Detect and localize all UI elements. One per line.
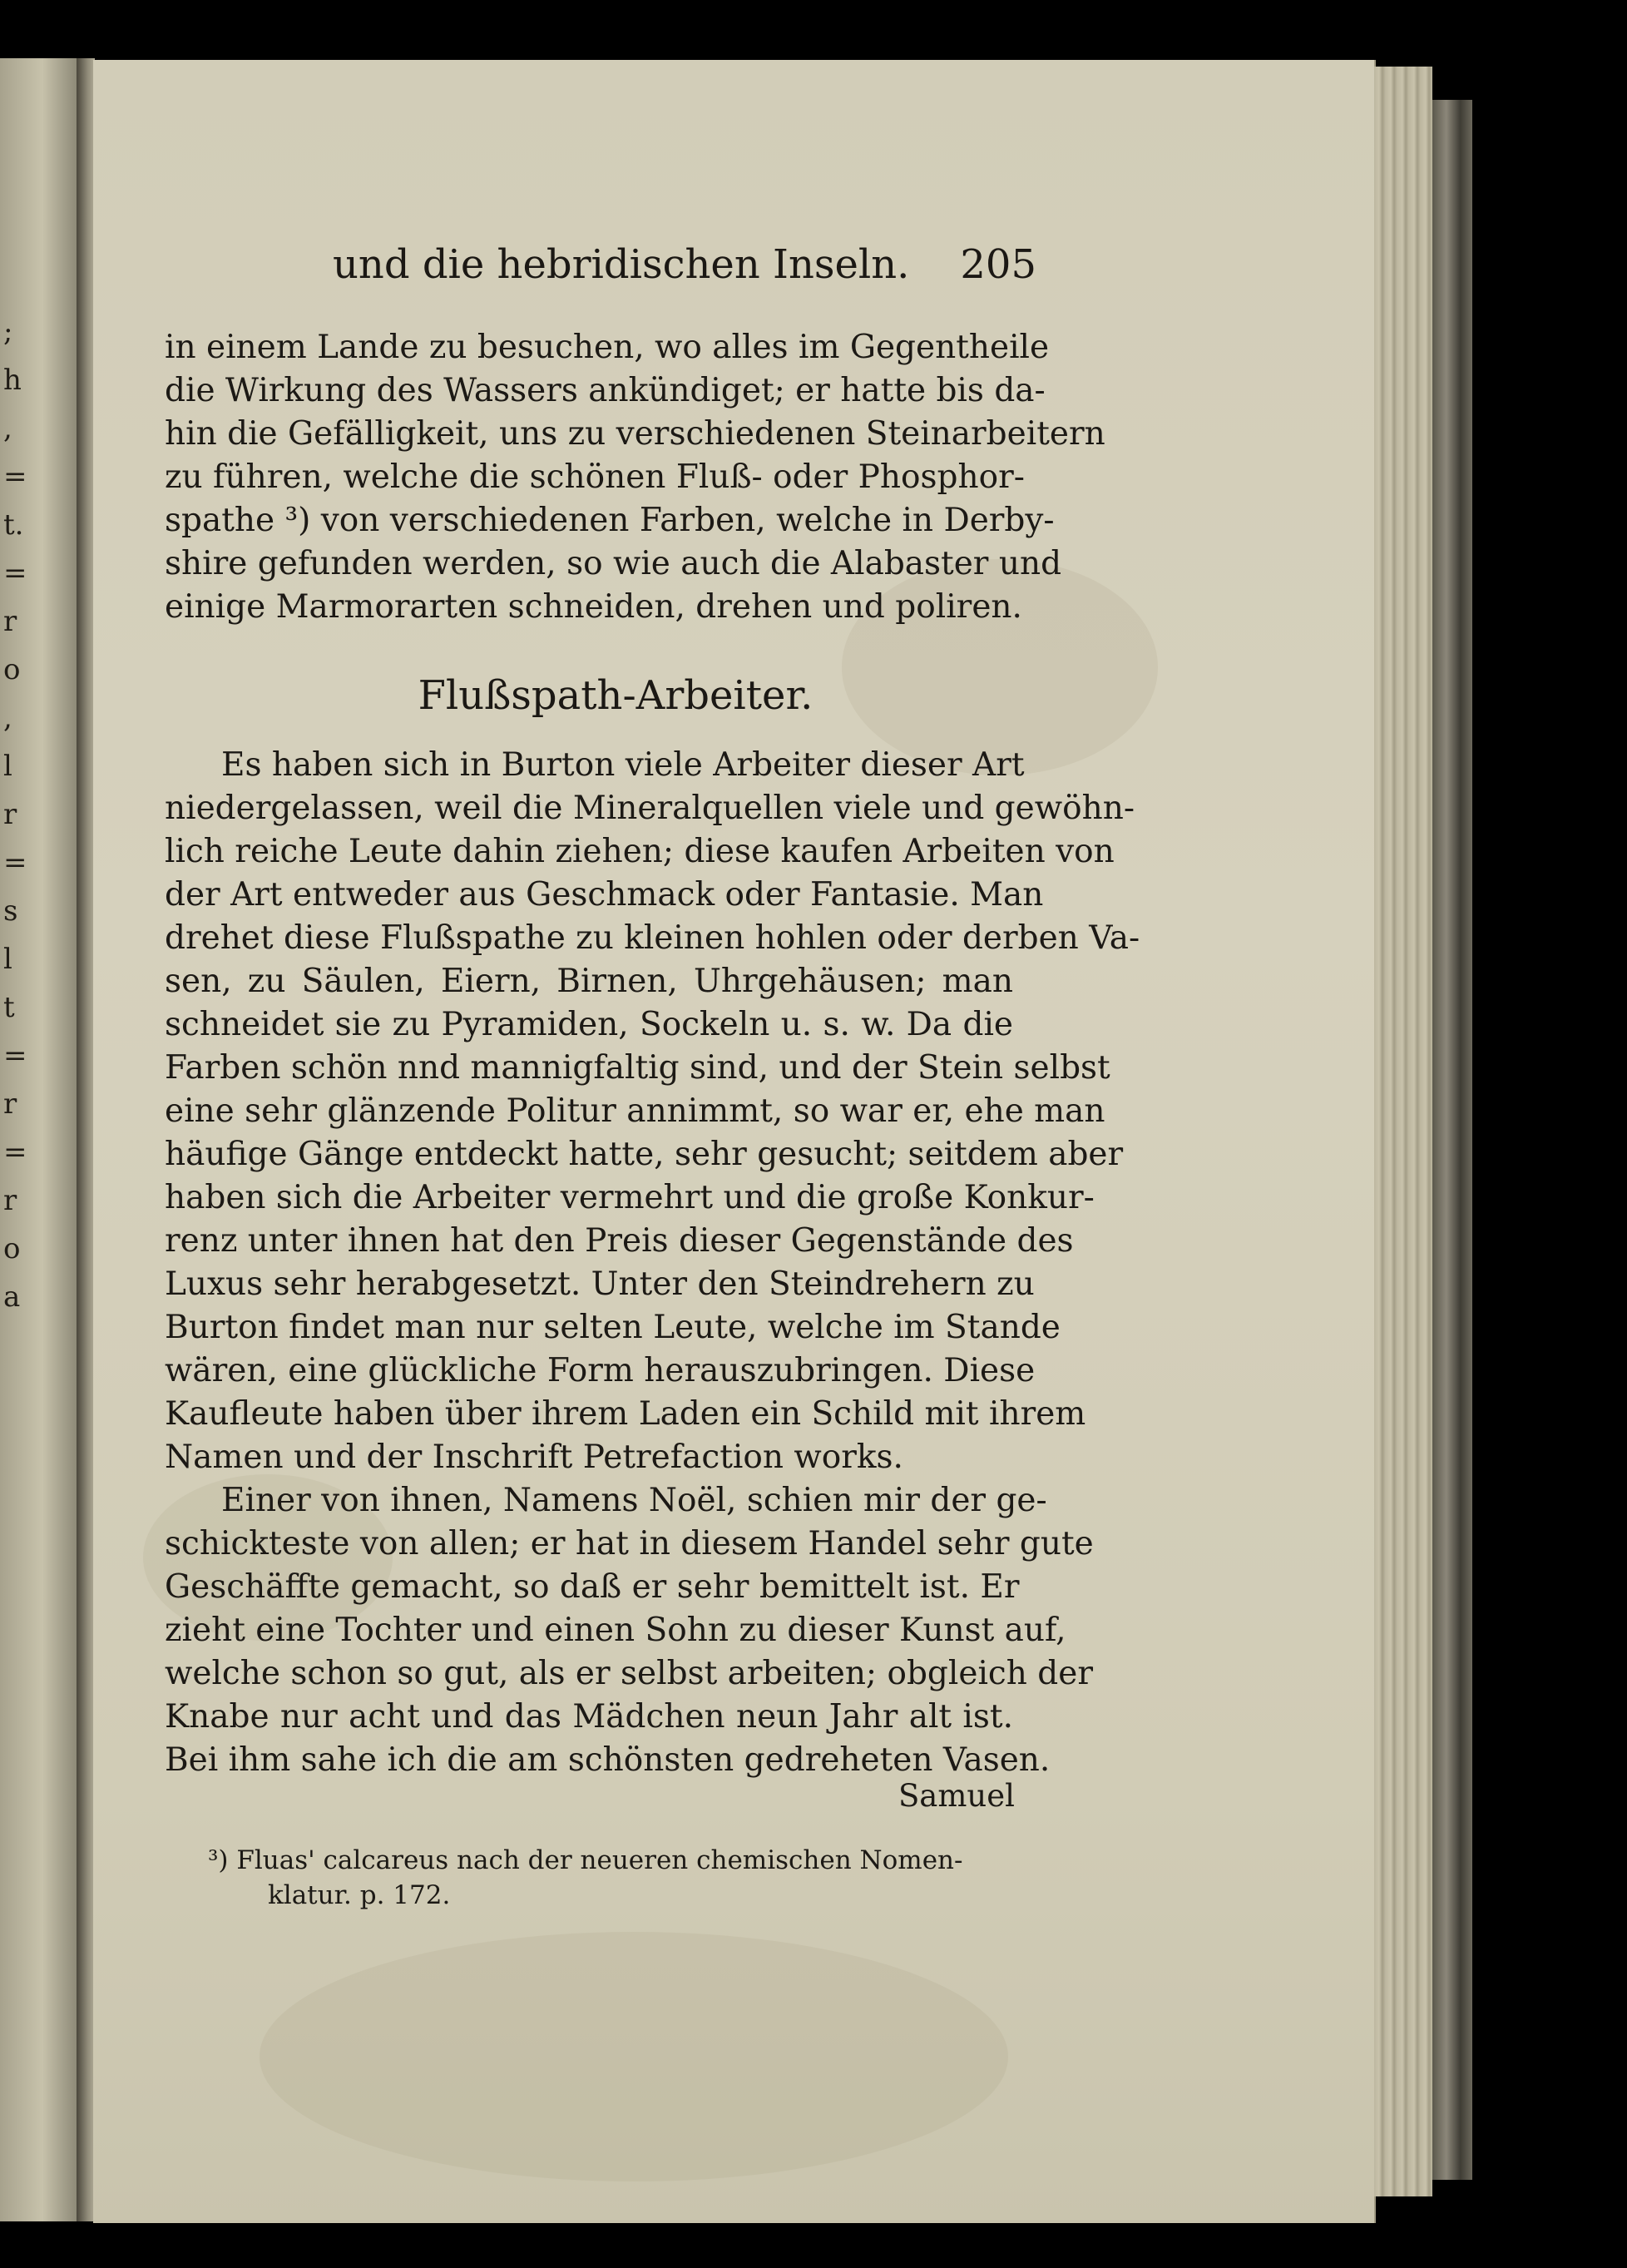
text-line: welche schon so gut, als er selbst arbeiten; obgleich der: [165, 1655, 1093, 1692]
fragment: s: [3, 894, 18, 928]
text-line: schneidet sie zu Pyramiden, Sockeln u. s. w. Da die: [165, 1006, 1013, 1043]
section-heading: Flußspath-Arbeiter.: [418, 672, 814, 719]
fragment: r: [3, 1184, 17, 1217]
fragment: a: [3, 1280, 21, 1314]
running-head: und die hebridischen Inseln.: [333, 241, 910, 288]
text-line: in einem Lande zu besuchen, wo alles im Gegentheile: [165, 329, 1050, 366]
fragment: l: [3, 750, 12, 783]
text-line: renz unter ihnen hat den Preis dieser Gegenstände des: [165, 1222, 1074, 1260]
text-line: Burton findet man nur selten Leute, welche im Stande: [165, 1309, 1061, 1346]
fragment: =: [3, 460, 27, 493]
catchword: Samuel: [898, 1778, 1015, 1814]
fragment: =: [3, 846, 27, 879]
fragment: t: [3, 991, 15, 1024]
text-line: sen, zu Säulen, Eiern, Birnen, Uhrgehäusen; man: [165, 963, 1013, 1000]
text-line: Farben schön nnd mannigfaltig sind, und der Stein selbst: [165, 1049, 1110, 1087]
fragment: l: [3, 943, 12, 976]
facing-page-edge: [0, 58, 77, 2221]
page-block-edge: [1374, 67, 1432, 2196]
text-line: Kaufleute haben über ihrem Laden ein Schild mit ihrem: [165, 1395, 1086, 1433]
text-line: Knabe nur acht und das Mädchen neun Jahr alt ist.: [165, 1698, 1013, 1736]
text-line: Luxus sehr herabgesetzt. Unter den Steindrehern zu: [165, 1265, 1035, 1303]
text-line: spathe ³) von verschiedenen Farben, welche in Derby-: [165, 502, 1055, 539]
text-line: lich reiche Leute dahin ziehen; diese kaufen Arbeiten von: [165, 833, 1115, 870]
text-line: Geschäffte gemacht, so daß er sehr bemittelt ist. Er: [165, 1568, 1020, 1606]
fragment: ,: [3, 701, 12, 735]
text-line: wären, eine glückliche Form herauszubringen. Diese: [165, 1352, 1036, 1389]
text-line: Einer von ihnen, Namens Noël, schien mir der ge-: [221, 1482, 1047, 1519]
fragment: =: [3, 557, 27, 590]
fragment: r: [3, 798, 17, 831]
text-line: Es haben sich in Burton viele Arbeiter dieser Art: [221, 746, 1025, 784]
text-line: hin die Gefälligkeit, uns zu verschiedenen Steinarbeitern: [165, 415, 1105, 453]
fragment: h: [3, 364, 22, 397]
fragment: =: [3, 1136, 27, 1169]
text-line: die Wirkung des Wassers ankündiget; er hatte bis da-: [165, 372, 1046, 409]
paper-stain: [260, 1932, 1008, 2181]
text-line: häufige Gänge entdeckt hatte, sehr gesucht; seitdem aber: [165, 1136, 1124, 1173]
text-line: schickteste von allen; er hat in diesem Handel sehr gute: [165, 1525, 1094, 1562]
fragment: r: [3, 1087, 17, 1121]
footnote-line: ³) Fluas' calcareus nach der neueren chemischen Nomen-: [208, 1845, 963, 1875]
text-line: eine sehr glänzende Politur annimmt, so war er, ehe man: [165, 1092, 1105, 1130]
text-line: niedergelassen, weil die Mineralquellen viele und gewöhn-: [165, 790, 1135, 827]
text-line: shire gefunden werden, so wie auch die Alabaster und: [165, 545, 1062, 582]
text-line: drehet diese Flußspathe zu kleinen hohlen oder derben Va-: [165, 919, 1140, 957]
text-line: einige Marmorarten schneiden, drehen und poliren.: [165, 588, 1022, 626]
page-number: 205: [960, 241, 1036, 288]
text-line: haben sich die Arbeiter vermehrt und die große Konkur-: [165, 1179, 1095, 1216]
text-line: der Art entweder aus Geschmack oder Fantasie. Man: [165, 876, 1044, 914]
text-line: zu führen, welche die schönen Fluß- oder Phosphor-: [165, 458, 1025, 496]
book-cover-edge: [1432, 100, 1472, 2180]
facing-page-text-fragments: [3, 308, 73, 1321]
book-gutter: [77, 58, 95, 2221]
fragment: r: [3, 605, 17, 638]
fragment: o: [3, 1232, 21, 1265]
fragment: =: [3, 1039, 27, 1072]
fragment: ,: [3, 412, 12, 445]
fragment: ;: [3, 315, 13, 349]
text-line: zieht eine Tochter und einen Sohn zu dieser Kunst auf,: [165, 1612, 1066, 1649]
fragment: o: [3, 653, 21, 686]
footnote-line: klatur. p. 172.: [268, 1880, 451, 1910]
text-line: Bei ihm sahe ich die am schönsten gedreheten Vasen.: [165, 1741, 1051, 1779]
text-line: Namen und der Inschrift Petrefaction works.: [165, 1439, 903, 1476]
fragment: t.: [3, 508, 24, 542]
